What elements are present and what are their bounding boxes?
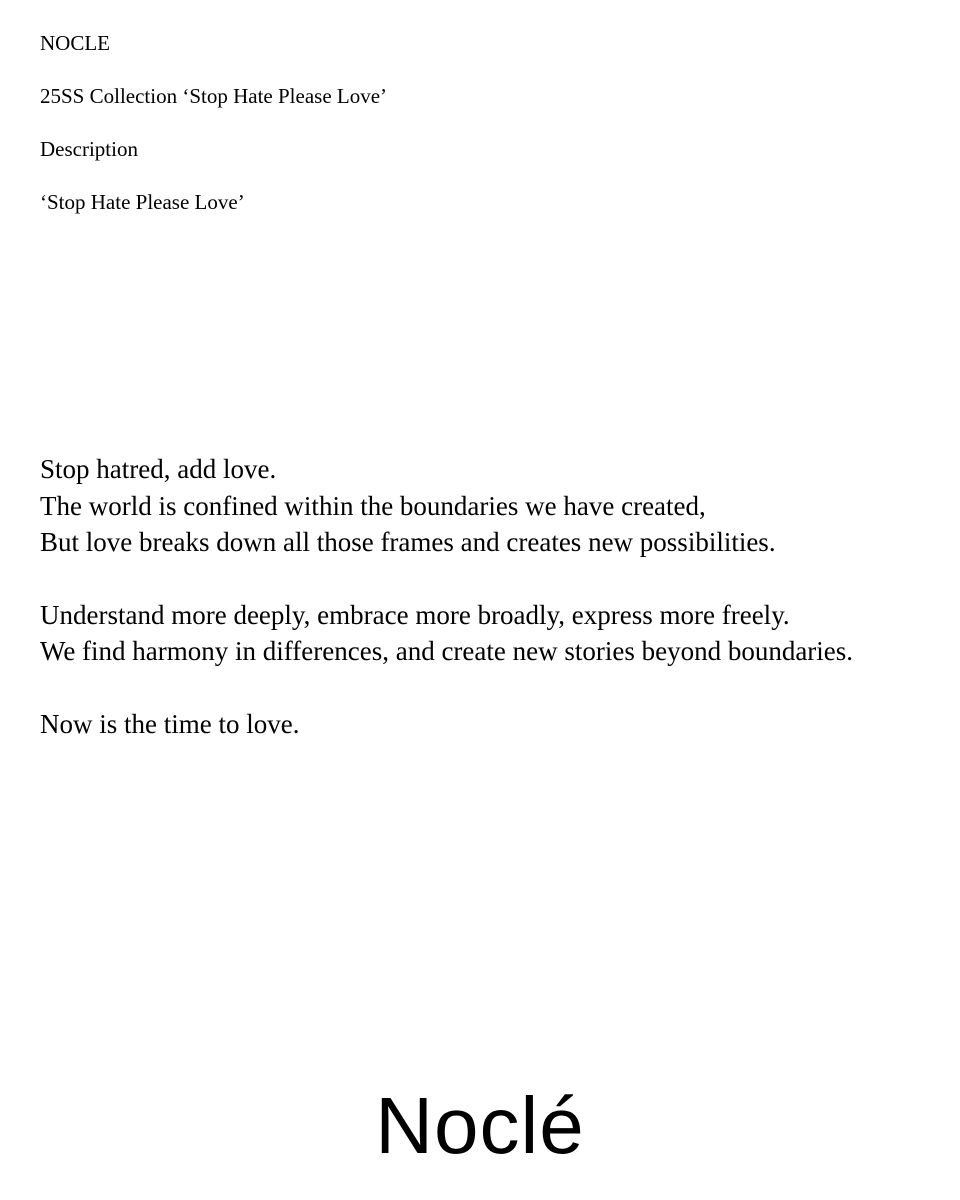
description-line: Understand more deeply, embrace more broadly, express more freely. xyxy=(40,599,790,630)
header-nav xyxy=(40,30,920,242)
description-line: Stop hatred, add love. xyxy=(40,454,277,484)
description-line: Now is the time to love. xyxy=(40,708,300,739)
brand-logo[interactable]: Noclé xyxy=(375,1081,585,1170)
description-paragraph xyxy=(40,451,930,561)
description-link[interactable]: Description xyxy=(40,137,138,161)
description-line: We find harmony in differences, and create new stories beyond boundaries. xyxy=(40,636,854,666)
collection-link[interactable]: 25SS Collection ‘Stop Hate Please Love’ xyxy=(40,84,388,108)
collection-subtitle: ‘Stop Hate Please Love’ xyxy=(40,190,245,214)
collection-description xyxy=(40,451,930,778)
description-paragraph xyxy=(40,706,930,743)
brand-link[interactable]: NOCLE xyxy=(40,31,110,55)
description-line: But love breaks down all those frames and creates new possibilities. xyxy=(40,527,776,557)
description-line: The world is confined within the boundaries we have created, xyxy=(40,490,706,521)
description-paragraph xyxy=(40,597,930,670)
